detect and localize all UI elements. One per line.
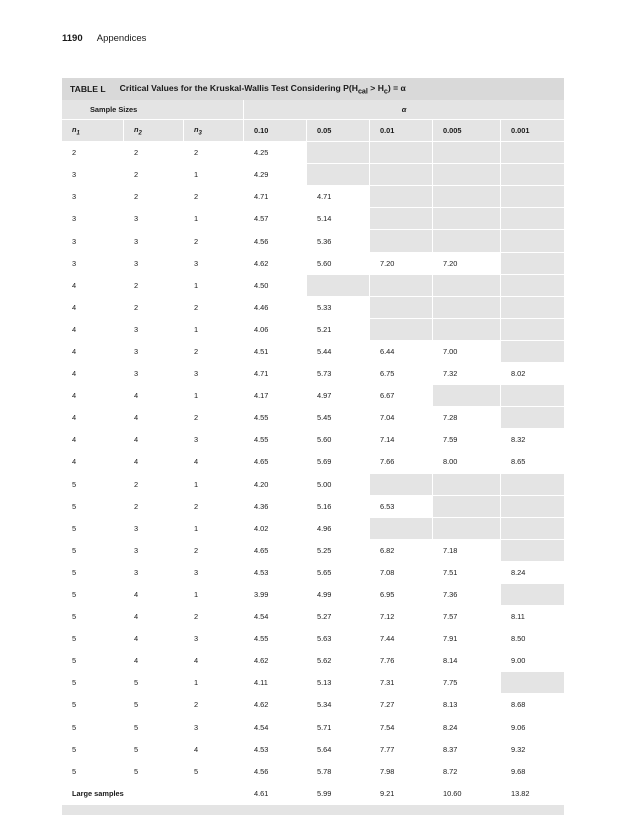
table-cell [433,518,501,540]
table-cell: 5 [62,518,124,540]
table-cell: 5 [62,761,124,783]
table-cell: 5 [62,739,124,761]
table-cell [370,208,433,230]
section-title: Appendices [96,33,147,44]
table-cell: 3 [62,230,124,252]
table-cell: 3 [184,429,244,451]
table-cell: 7.18 [433,540,501,562]
table-cell: 1 [184,275,244,297]
table-cell: 4.25 [244,142,307,164]
table-cell: 4.51 [244,341,307,363]
table-cell: 6.44 [370,341,433,363]
table-cell: 3 [124,208,184,230]
column-header: $n_2$ [124,120,184,142]
table-cell: 2 [124,297,184,319]
table-cell: 4.55 [244,407,307,429]
table-row [62,694,564,716]
column-header: 0.01 [370,120,433,142]
table-cell: 6.67 [370,385,433,407]
table-cell: 4.02 [244,518,307,540]
table-cell: 4.36 [244,496,307,518]
table-cell [433,385,501,407]
table-cell: 4.99 [307,584,370,606]
table-row [62,385,564,407]
table-cell: 7.51 [433,562,501,584]
table-cell: 2 [184,694,244,716]
table-cell: 5 [62,628,124,650]
table-cell: 5.44 [307,341,370,363]
table-cell: 4 [62,407,124,429]
table-cell [433,186,501,208]
table-cell: 8.50 [501,628,564,650]
table-caption [62,78,564,100]
table-cell [433,164,501,186]
critical-values-grid [62,100,564,805]
table-cell: 4.54 [244,717,307,739]
table-cell: 4 [184,650,244,672]
table-cell: 9.68 [501,761,564,783]
table-cell: 3 [62,253,124,275]
table-cell: 10.60 [433,783,501,805]
table-cell [501,496,564,518]
table-cell: 7.54 [370,717,433,739]
table-cell: 8.02 [501,363,564,385]
table-cell [370,186,433,208]
table-cell: 8.72 [433,761,501,783]
table-cell: 7.77 [370,739,433,761]
table-cell: 2 [62,142,124,164]
table-cell: 5.65 [307,562,370,584]
table-cell: 7.91 [433,628,501,650]
table-cell: 2 [184,142,244,164]
table-cell: 3 [124,540,184,562]
table-cell: 3 [184,628,244,650]
table-cell: 5.99 [307,783,370,805]
table-cell: 2 [184,230,244,252]
table-row [62,606,564,628]
table-cell: 2 [184,297,244,319]
table-cell: 4.96 [307,518,370,540]
table-row [62,717,564,739]
table-cell: 2 [124,474,184,496]
table-row [62,407,564,429]
table-row [62,474,564,496]
table-cell: 4.53 [244,562,307,584]
running-head [62,33,146,44]
table-cell [370,164,433,186]
table-cell: 1 [184,672,244,694]
table-cell: 3 [184,363,244,385]
table-cell: 3 [124,518,184,540]
table-row [62,297,564,319]
table-cell: 1 [184,474,244,496]
table-cell [501,385,564,407]
table-cell: 7.75 [433,672,501,694]
table-row [62,341,564,363]
table-cell: 4.62 [244,694,307,716]
table-cell: 4.46 [244,297,307,319]
table-cell: 3 [124,230,184,252]
table-cell [501,518,564,540]
table-row [62,363,564,385]
table-cell: 1 [184,164,244,186]
table-cell: 5 [62,562,124,584]
table-cell [501,672,564,694]
table-cell [501,142,564,164]
table-cell: 5.71 [307,717,370,739]
table-cell: 4.50 [244,275,307,297]
table-cell: 5 [62,474,124,496]
alpha-header: α [244,100,564,120]
table-cell: 9.00 [501,650,564,672]
table-cell: 2 [124,496,184,518]
table-cell: 5 [124,694,184,716]
table-cell: 4.62 [244,253,307,275]
table-cell: 4.17 [244,385,307,407]
table-cell: 1 [184,319,244,341]
table-cell [433,297,501,319]
table-cell: 4.56 [244,230,307,252]
table-cell: 3 [184,562,244,584]
table-cell: 7.31 [370,672,433,694]
table-cell: 7.08 [370,562,433,584]
table-cell: 4 [62,341,124,363]
table-cell: 5.16 [307,496,370,518]
table-cell: 5.62 [307,650,370,672]
column-header: $n_3$ [184,120,244,142]
table-cell: 13.82 [501,783,564,805]
table-cell: 4.56 [244,761,307,783]
table-cell: 4 [184,451,244,473]
table-cell [433,474,501,496]
table-cell [370,142,433,164]
table-cell [370,297,433,319]
table-row [62,451,564,473]
table-cell [501,208,564,230]
table-row [62,650,564,672]
table-cell: 5.78 [307,761,370,783]
table-cell [307,275,370,297]
sample-sizes-header: Sample Sizes [62,100,244,120]
table-cell: 5.27 [307,606,370,628]
table-cell: 8.65 [501,451,564,473]
table-cell: 4 [124,584,184,606]
table-cell [501,230,564,252]
table-cell: 5.36 [307,230,370,252]
table-cell: 3 [62,208,124,230]
table-cell [370,275,433,297]
table-cell: 2 [184,407,244,429]
table-cell: 5 [62,584,124,606]
table-cell: 4.53 [244,739,307,761]
table-cell: 4 [62,319,124,341]
table-cell: 5 [124,717,184,739]
table-row [62,628,564,650]
column-header: 0.001 [501,120,564,142]
table-cell: 4.55 [244,628,307,650]
table-cell: 3 [184,253,244,275]
table-cell: 5.14 [307,208,370,230]
table-cell: 4.65 [244,540,307,562]
table-cell: 8.24 [433,717,501,739]
table-cell [433,142,501,164]
table-cell: 1 [184,518,244,540]
column-header: 0.005 [433,120,501,142]
table-cell: 4 [124,407,184,429]
table-cell: 4.11 [244,672,307,694]
table-cell: 6.95 [370,584,433,606]
table-cell [501,341,564,363]
table-cell: 4.57 [244,208,307,230]
table-cell: 5 [124,739,184,761]
table-cell: 4 [62,429,124,451]
table-cell [501,164,564,186]
table-cell [501,275,564,297]
table-label: TABLE L [70,84,106,94]
table-cell [370,474,433,496]
table-row [62,275,564,297]
table-row [62,739,564,761]
table-cell [433,496,501,518]
table-cell: 4.65 [244,451,307,473]
table-cell: 7.59 [433,429,501,451]
table-cell: 9.32 [501,739,564,761]
table-row [62,164,564,186]
table-cell: 5.33 [307,297,370,319]
table-cell: 4 [124,451,184,473]
table-cell: 5.73 [307,363,370,385]
table-cell [370,518,433,540]
table-cell: 6.53 [370,496,433,518]
table-cell [501,407,564,429]
table-cell: 5 [62,540,124,562]
table-cell: 3 [124,319,184,341]
table-cell: 2 [184,540,244,562]
table-row [62,672,564,694]
table-cell: 5 [124,761,184,783]
table-row [62,761,564,783]
table-cell: 5.34 [307,694,370,716]
table-cell: 5.69 [307,451,370,473]
table-cell: 3 [184,717,244,739]
table-row [62,253,564,275]
table-cell: 5 [62,606,124,628]
table-cell: 2 [184,341,244,363]
table-cell [501,319,564,341]
table-row [62,429,564,451]
table-cell: 7.14 [370,429,433,451]
table-row [62,208,564,230]
table-cell: 8.37 [433,739,501,761]
table-cell: 5 [62,650,124,672]
table-cell: 5.64 [307,739,370,761]
table-cell: 9.06 [501,717,564,739]
table-cell: 2 [184,606,244,628]
table-cell: 7.12 [370,606,433,628]
table-cell: 4 [124,385,184,407]
table-cell [501,297,564,319]
table-cell: 3 [62,164,124,186]
table-cell: 2 [124,164,184,186]
table-cell: 6.75 [370,363,433,385]
table-cell: 4.71 [244,186,307,208]
table-row [62,230,564,252]
table-cell: 4.06 [244,319,307,341]
table-row [62,142,564,164]
table-row [62,584,564,606]
table-cell: 9.21 [370,783,433,805]
table-title: Critical Values for the Kruskal-Wallis Test Considering $P(H_{cal} > H_c) = \alpha$ [119,82,406,96]
table-cell: 5.13 [307,672,370,694]
table-cell: 2 [124,142,184,164]
table-cell: 5 [62,496,124,518]
table-cell: 4.62 [244,650,307,672]
table-cell [370,319,433,341]
table-cell: 7.98 [370,761,433,783]
table-cell: 4 [62,385,124,407]
table-cell: 7.28 [433,407,501,429]
table-cell: 6.82 [370,540,433,562]
large-samples-label: Large samples [62,783,244,805]
table-cell: 5 [124,672,184,694]
table-cell: 2 [124,275,184,297]
table-cell: 4.55 [244,429,307,451]
table-cell [501,584,564,606]
table-cell: 1 [184,385,244,407]
table-cell: 1 [184,584,244,606]
page-number: 1190 [62,33,83,44]
table-cell: 3 [124,253,184,275]
table-cell: 5 [62,717,124,739]
table-cell: 4.97 [307,385,370,407]
table-cell: 5.00 [307,474,370,496]
table-cell: 4 [124,650,184,672]
table-cell: 4 [62,297,124,319]
table-cell: 3 [124,341,184,363]
table-cell: 7.44 [370,628,433,650]
table-cell [433,208,501,230]
table-cell: 4 [62,363,124,385]
table-cell: 7.66 [370,451,433,473]
table-cell: 4.71 [307,186,370,208]
column-header: $n_1$ [62,120,124,142]
table-cell: 4.29 [244,164,307,186]
table-cell: 5 [184,761,244,783]
table-cell: 8.00 [433,451,501,473]
table-cell: 3 [124,562,184,584]
table-row [62,540,564,562]
table-cell: 7.76 [370,650,433,672]
table-cell [501,474,564,496]
table-cell: 5.25 [307,540,370,562]
table-cell [433,230,501,252]
table-cell: 5.60 [307,429,370,451]
table-cell: 8.68 [501,694,564,716]
table-cell: 4.61 [244,783,307,805]
table-row [62,562,564,584]
column-header: 0.05 [307,120,370,142]
table-cell: 3 [124,363,184,385]
table-cell: 7.57 [433,606,501,628]
table-cell: 8.13 [433,694,501,716]
table-cell: 4 [124,606,184,628]
kruskal-wallis-table [62,78,564,815]
column-header: 0.10 [244,120,307,142]
table-cell: 2 [184,186,244,208]
table-row [62,518,564,540]
table-cell: 4 [124,429,184,451]
table-cell: 4.54 [244,606,307,628]
table-cell: 5 [62,694,124,716]
table-cell: 5 [62,672,124,694]
table-cell: 5.63 [307,628,370,650]
table-row [62,186,564,208]
table-cell: 4 [62,451,124,473]
table-cell: 2 [124,186,184,208]
table-cell [433,275,501,297]
table-cell: 5.45 [307,407,370,429]
table-cell: 7.20 [370,253,433,275]
table-cell [370,230,433,252]
table-cell: 8.14 [433,650,501,672]
table-cell: 8.32 [501,429,564,451]
table-cell: 7.20 [433,253,501,275]
large-samples-row [62,783,564,805]
table-cell [501,540,564,562]
table-cell: 4 [124,628,184,650]
table-cell: 8.24 [501,562,564,584]
table-cell: 5.21 [307,319,370,341]
table-cell [433,319,501,341]
table-cell: 8.11 [501,606,564,628]
table-cell: 4 [62,275,124,297]
table-cell: 7.32 [433,363,501,385]
table-row [62,319,564,341]
table-cell: 2 [184,496,244,518]
table-cell [501,253,564,275]
table-cell: 7.27 [370,694,433,716]
table-cell [501,186,564,208]
table-cell: 4.20 [244,474,307,496]
table-cell: 4 [184,739,244,761]
table-cell: 7.36 [433,584,501,606]
table-cell: 7.00 [433,341,501,363]
table-cell: 1 [184,208,244,230]
table-cell: 4.71 [244,363,307,385]
table-cell [307,164,370,186]
table-row [62,496,564,518]
table-cell: 3.99 [244,584,307,606]
table-cell: 5.60 [307,253,370,275]
table-cell: 3 [62,186,124,208]
table-cell [307,142,370,164]
table-cell: 7.04 [370,407,433,429]
